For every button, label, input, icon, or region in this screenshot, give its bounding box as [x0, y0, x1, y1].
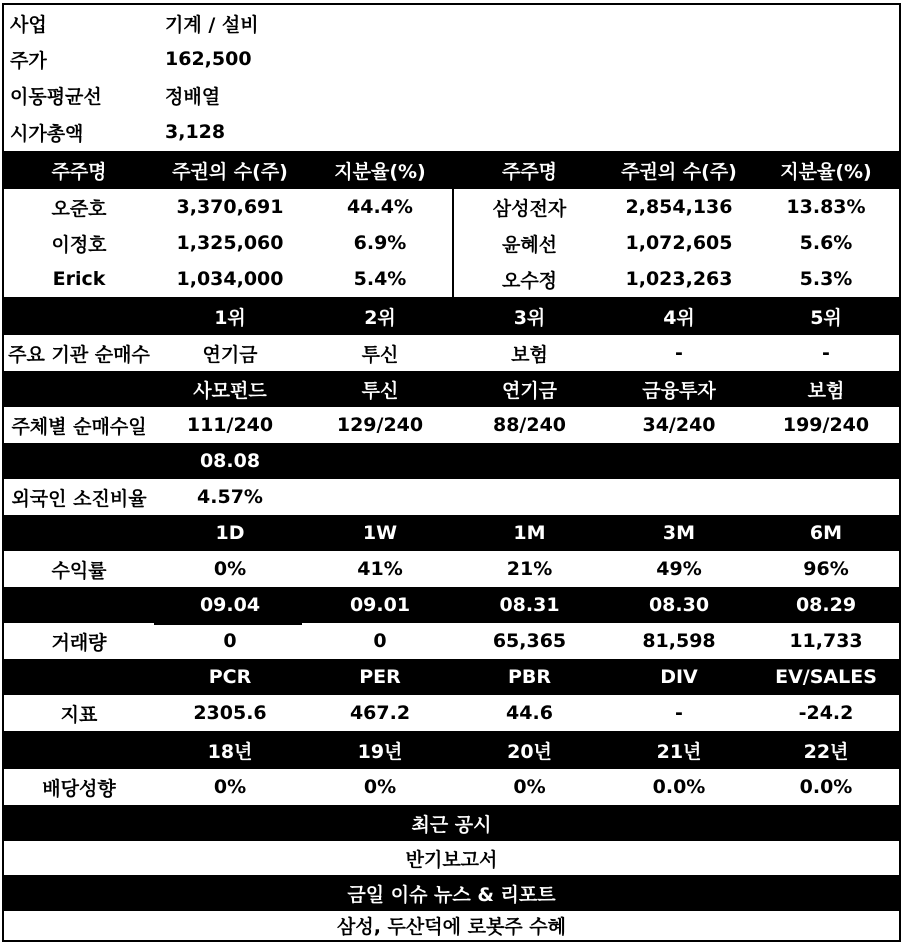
column-header: 1W [362, 522, 398, 544]
column-header: 09.01 [349, 594, 411, 616]
returns-header [4, 515, 899, 551]
news-row [4, 911, 899, 940]
shareholder-name: 오수정 [501, 269, 558, 292]
info-row-price [4, 41, 899, 77]
cell-value: 0% [513, 776, 546, 798]
column-header: 5위 [810, 306, 842, 329]
info-value: 162,500 [165, 48, 252, 70]
column-header: 20년 [507, 740, 552, 763]
info-row-moving-average [4, 77, 899, 113]
column-header: 2위 [364, 306, 396, 329]
dividend-header [4, 731, 899, 769]
cell-value: - [675, 702, 683, 724]
shareholder-name: 오준호 [51, 197, 107, 220]
cell-value: 0 [223, 630, 237, 652]
cell-value: 34/240 [642, 414, 716, 436]
row-label: 외국인 소진비율 [11, 487, 147, 510]
shareholder-shares: 3,370,691 [176, 196, 284, 218]
column-header: 4위 [663, 306, 695, 329]
column-header: 주주명 [51, 160, 107, 183]
cell-value: 49% [656, 558, 702, 580]
row-label: 수익률 [51, 559, 107, 582]
column-header: PBR [507, 666, 552, 688]
stock-summary-table [2, 3, 901, 942]
shareholder-name: 삼성전자 [492, 197, 567, 220]
cell-value: 0% [213, 776, 247, 798]
column-header: 지분율(%) [780, 160, 872, 183]
foreign-ratio: 4.57% [197, 486, 263, 508]
column-header: 3위 [513, 306, 546, 329]
indicators-row [4, 695, 899, 731]
rank-row [4, 335, 899, 371]
column-header: 1D [215, 522, 245, 544]
subject-header [4, 371, 899, 407]
info-row-market-cap [4, 113, 899, 151]
foreign-header [4, 443, 899, 479]
column-header: 연기금 [501, 379, 558, 402]
shareholder-pct: 44.4% [347, 196, 413, 218]
cell-value: 2305.6 [193, 702, 267, 724]
shareholder-pct: 5.6% [799, 232, 853, 254]
cell-value: 81,598 [642, 630, 716, 652]
info-label: 시가총액 [10, 122, 84, 145]
column-header: 주권의 수(주) [621, 160, 737, 183]
cell-value: 투신 [361, 343, 399, 366]
column-header: 사모펀드 [193, 379, 267, 402]
row-label: 주요 기관 순매수 [8, 343, 150, 366]
cell-value: 0.0% [799, 776, 853, 798]
news-headline: 삼성, 두산덕에 로봇주 수혜 [337, 916, 566, 938]
shareholder-name: 이정호 [51, 233, 107, 256]
column-header: 22년 [803, 740, 849, 763]
cell-value: 44.6 [506, 702, 553, 724]
column-header: 3M [662, 522, 696, 544]
cell-value: 467.2 [349, 702, 411, 724]
cell-value: 111/240 [186, 414, 274, 436]
column-header: PCR [208, 666, 252, 688]
column-header: 1위 [214, 306, 246, 329]
indicators-header [4, 659, 899, 695]
cell-value: 21% [506, 558, 553, 580]
column-header: 21년 [656, 740, 702, 763]
cell-border [154, 623, 302, 625]
news-title: 금일 이슈 뉴스 & 리포트 [347, 883, 556, 906]
column-header: 금융투자 [642, 379, 716, 402]
column-header: DIV [660, 666, 698, 688]
column-header: 08.30 [648, 594, 710, 616]
shareholder-name: Erick [52, 268, 106, 290]
shareholder-shares: 1,325,060 [176, 232, 284, 254]
row-label: 배당성향 [42, 777, 116, 800]
cell-value: 0% [363, 776, 397, 798]
rank-header [4, 297, 899, 335]
column-header: 1M [513, 522, 546, 544]
disclosure-row [4, 841, 899, 875]
shareholder-name: 윤혜선 [501, 233, 558, 256]
cell-value: 11,733 [789, 630, 863, 652]
cell-value: 0% [213, 558, 247, 580]
column-divider [452, 189, 454, 297]
cell-value: 연기금 [202, 343, 258, 366]
disclosure-header [4, 805, 899, 841]
row-label: 지표 [60, 703, 98, 726]
volume-header [4, 587, 899, 623]
column-header: 09.04 [199, 594, 261, 616]
column-header: EV/SALES [775, 666, 877, 688]
cell-value: 보험 [511, 343, 548, 366]
column-header: 지분율(%) [334, 160, 426, 183]
cell-value: 199/240 [782, 414, 870, 436]
subject-row [4, 407, 899, 443]
shareholder-pct: 5.4% [353, 268, 407, 290]
column-header: 18년 [207, 740, 253, 763]
cell-value: - [675, 342, 683, 364]
column-header: 보험 [807, 379, 845, 402]
volume-row [4, 623, 899, 659]
shareholder-pct: 6.9% [353, 232, 407, 254]
shareholder-shares: 1,034,000 [176, 268, 284, 290]
disclosure-title: 최근 공시 [411, 813, 492, 836]
info-value: 3,128 [165, 121, 226, 143]
news-header [4, 875, 899, 911]
column-header: 19년 [357, 740, 403, 763]
disclosure-value: 반기보고서 [405, 848, 498, 871]
cell-value: 0.0% [652, 776, 706, 798]
info-label: 주가 [10, 49, 47, 72]
dividend-row [4, 769, 899, 805]
cell-value: - [822, 342, 830, 364]
info-row-business [4, 5, 899, 41]
column-header: 주주명 [501, 160, 558, 183]
foreign-date: 08.08 [199, 450, 261, 472]
returns-row [4, 551, 899, 587]
shareholders-header [4, 151, 899, 189]
row-label: 주체별 순매수일 [11, 415, 147, 438]
column-header: 투신 [361, 379, 399, 402]
cell-value: -24.2 [798, 702, 854, 724]
column-header: 08.29 [795, 594, 857, 616]
column-header: PER [359, 666, 401, 688]
shareholder-shares: 1,023,263 [625, 268, 733, 290]
info-label: 이동평균선 [10, 85, 102, 108]
column-header: 08.31 [499, 594, 560, 616]
column-header: 주권의 수(주) [172, 160, 288, 183]
shareholder-shares: 1,072,605 [625, 232, 733, 254]
shareholder-shares: 2,854,136 [625, 196, 733, 218]
info-value: 기계 / 설비 [165, 13, 259, 36]
row-label: 거래량 [51, 631, 107, 654]
shareholder-pct: 5.3% [799, 268, 853, 290]
column-header: 6M [809, 522, 843, 544]
info-label: 사업 [10, 13, 47, 36]
cell-value: 96% [803, 558, 849, 580]
cell-value: 41% [357, 558, 403, 580]
cell-value: 129/240 [336, 414, 424, 436]
cell-value: 0 [373, 630, 387, 652]
cell-value: 65,365 [492, 630, 567, 652]
info-value: 정배열 [165, 85, 221, 108]
foreign-row [4, 479, 899, 515]
shareholder-pct: 13.83% [786, 196, 866, 218]
cell-value: 88/240 [492, 414, 567, 436]
